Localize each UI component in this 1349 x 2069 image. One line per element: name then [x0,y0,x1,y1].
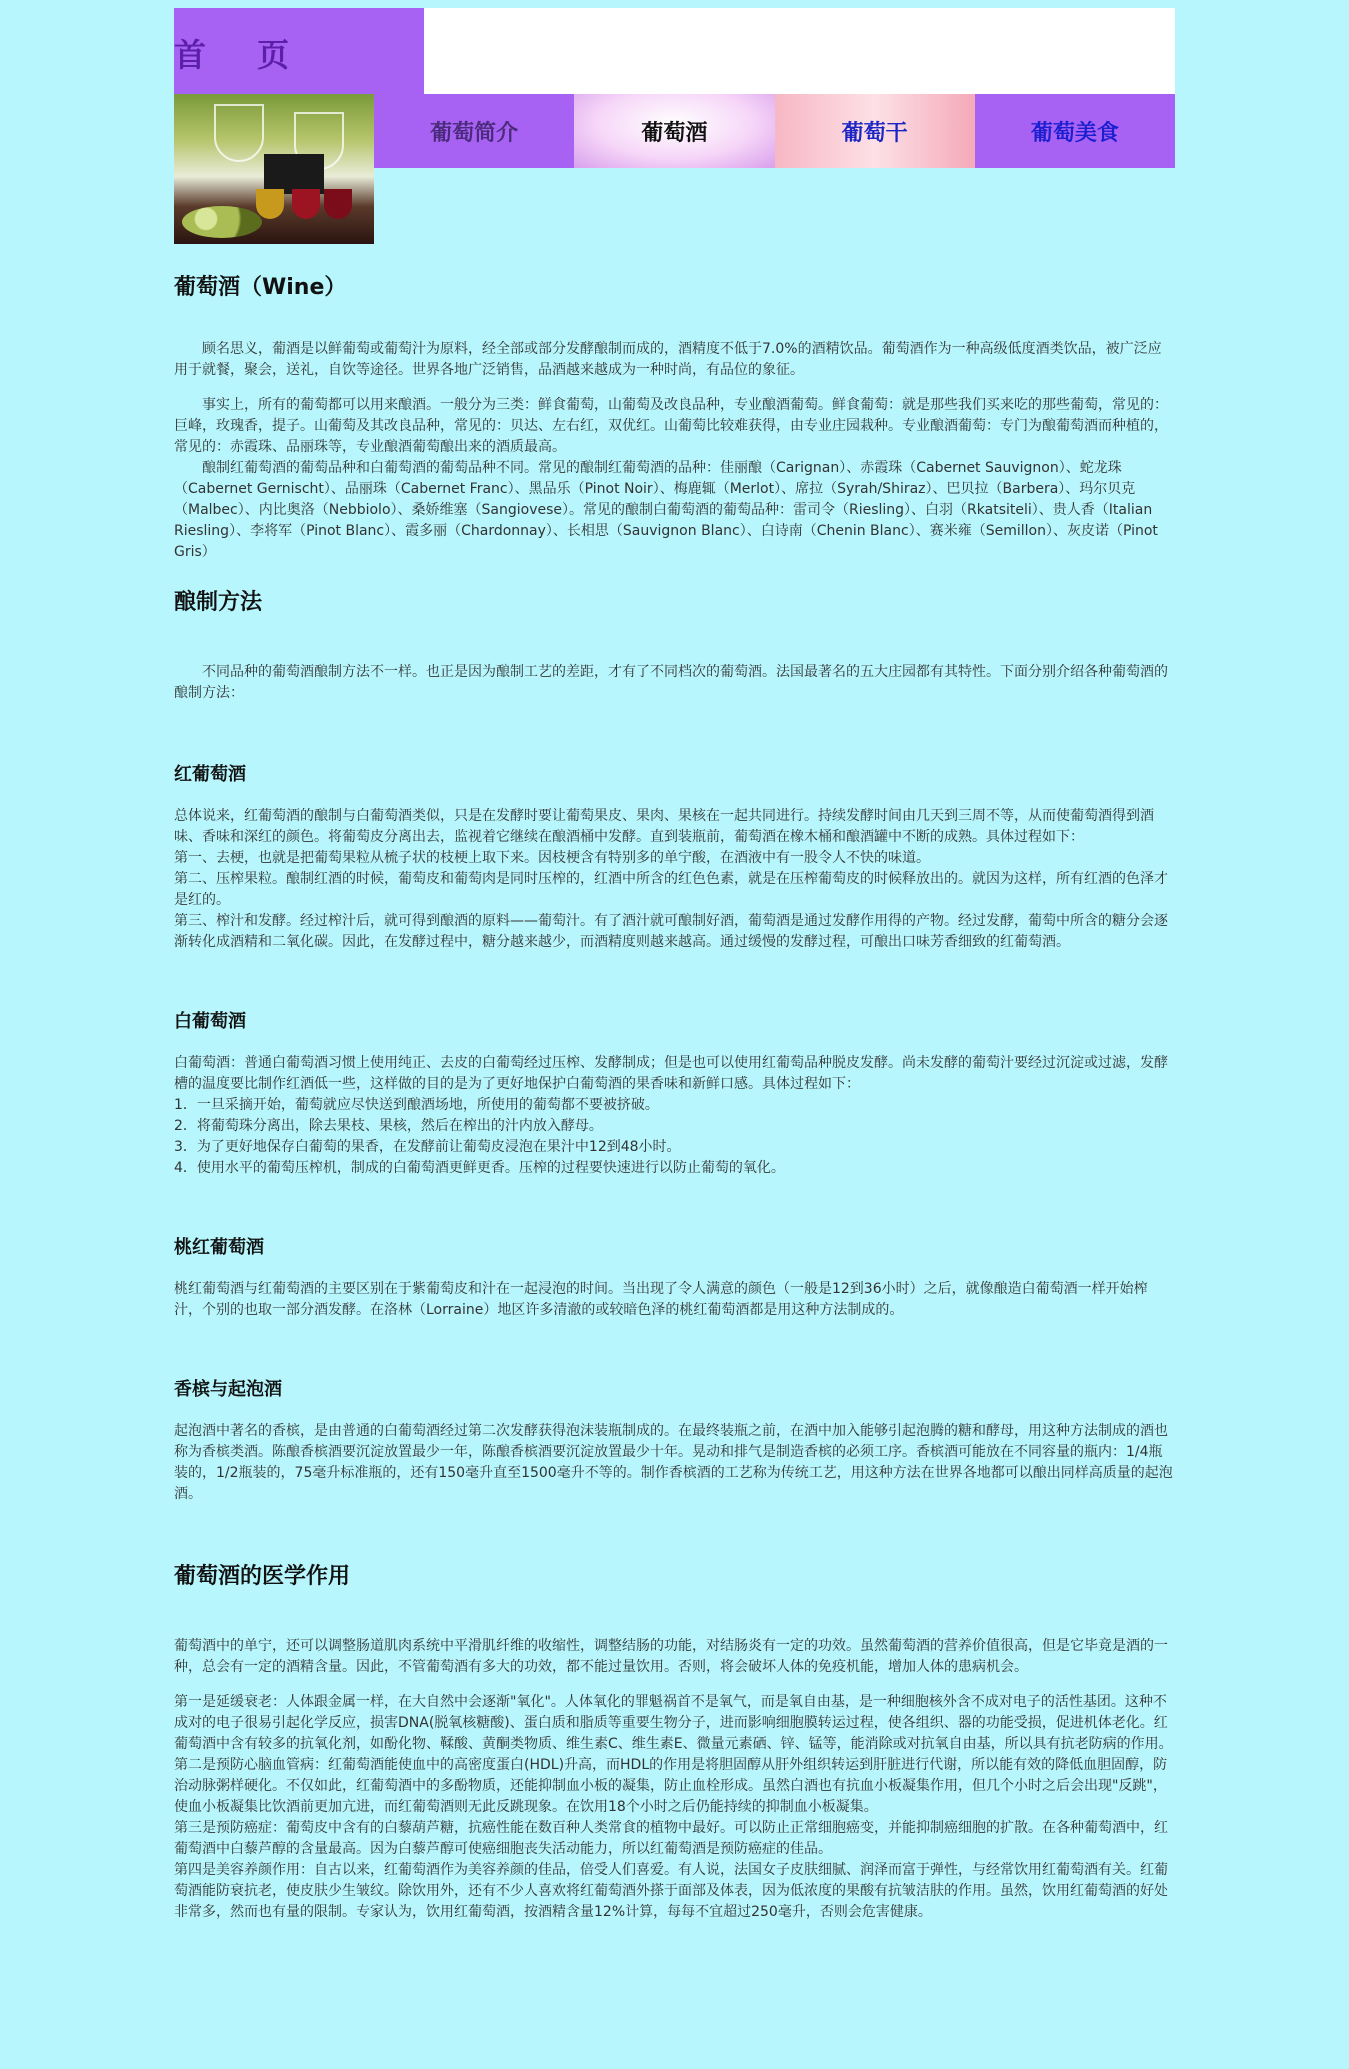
red-wine-glass-icon [292,189,320,219]
medical-intro: 葡萄酒中的单宁，还可以调整肠道肌肉系统中平滑肌纤维的收缩性，调整结肠的功能，对结肠炎有一定的功效。虽然葡萄酒的营养价值很高，但是它毕竟是酒的一种，总会有一定的酒精含量。因此，不管葡萄酒有多大的功效，都不能过量饮用。否则，将会破坏人体的免疫机能，增加人体的患病机会。 [174,1638,1168,1675]
wine-bottle-icon [264,154,324,194]
nav-raisin[interactable]: 葡萄干 [775,94,975,168]
wine-photo [174,94,374,244]
header-banner [424,8,1175,94]
white-wine-line: 3．为了更好地保存白葡萄的果香，在发酵前让葡萄皮浸泡在果汁中12到48小时。 [174,1139,681,1155]
medical-line: 第四是美容养颜作用：自古以来，红葡萄酒作为美容养颜的佳品，倍受人们喜爱。有人说，法国女子皮肤细腻、润泽而富于弹性，与经常饮用红葡萄酒有关。红葡萄酒能防衰抗老，使皮肤少生皱纹。除饮用外，还有不少人喜欢将红葡萄酒外搽于面部及体表，因为低浓度的果酸有抗皱洁肤的作用。虽然，饮用红葡萄酒的好处非常多，然而也有量的限制。专家认为，饮用红葡萄酒，按酒精含量12%计算，每每不宜超过250毫升，否则会危害健康。 [174,1862,1168,1920]
home-label: 首 页 [174,36,310,74]
nav-grape-food[interactable]: 葡萄美食 [975,94,1175,168]
intro-paragraph: 顾名思义，葡酒是以鲜葡萄或葡萄汁为原料，经全部或部分发酵酿制而成的，酒精度不低于7.0%的酒精饮品。葡萄酒作为一种高级低度酒类饮品，被广泛应用于就餐，聚会，送礼，自饮等途径。世界各地广泛销售，品酒越来越成为一种时尚，有品位的象征。 [174,341,1162,378]
grapes-icon [182,206,262,238]
rose-wine-text: 桃红葡萄酒与红葡萄酒的主要区别在于紫葡萄皮和汁在一起浸泡的时间。当出现了令人满意的颜色（一般是12到36小时）之后，就像酿造白葡萄酒一样开始榨汁，个别的也取一部分酒发酵。在洛林（Lorraine）地区许多清澈的或较暗色泽的桃红葡萄酒都是用这种方法制成的。 [174,1281,1148,1318]
red-wine-title: 红葡萄酒 [174,764,246,785]
red-wine-line: 第三、榨汁和发酵。经过榨汁后，就可得到酿酒的原料——葡萄汁。有了酒汁就可酿制好酒，葡萄酒是通过发酵作用得的产物。经过发酵，葡萄中所含的糖分会逐渐转化成酒精和二氧化碳。因此，在发酵过程中，糖分越来越少，而酒精度则越来越高。通过缓慢的发酵过程，可酿出口味芳香细致的红葡萄酒。 [174,913,1168,950]
intro-paragraph: 事实上，所有的葡萄都可以用来酿酒。一般分为三类：鲜食葡萄，山葡萄及改良品种，专业酿酒葡萄。鲜食葡萄：就是那些我们买来吃的那些葡萄，常见的：巨峰，玫瑰香，提子。山葡萄及其改良品种，常见的：贝达、左右红，双优红。山葡萄比较难获得，由专业庄园栽种。专业酿酒葡萄：专门为酿葡萄酒而种植的，常见的：赤霞珠、品丽珠等，专业酿酒葡萄酿出来的酒质最高。 [174,397,1168,455]
red-wine-line: 第二、压榨果粒。酿制红酒的时候，葡萄皮和葡萄肉是同时压榨的，红酒中所含的红色色素，就是在压榨葡萄皮的时候释放出的。就因为这样，所有红酒的色泽才是红的。 [174,871,1168,908]
nav-grape-intro[interactable]: 葡萄简介 [374,94,574,168]
red-wine-line: 总体说来，红葡萄酒的酿制与白葡萄酒类似，只是在发酵时要让葡萄果皮、果肉、果核在一起共同进行。持续发酵时间由几天到三周不等，从而使葡萄酒得到酒味、香味和深红的颜色。将葡萄皮分离出去，监视着它继续在酿酒桶中发酵。直到装瓶前，葡萄酒在橡木桶和酿酒罐中不断的成熟。具体过程如下： [174,808,1154,845]
method-intro: 不同品种的葡萄酒酿制方法不一样。也正是因为酿制工艺的差距，才有了不同档次的葡萄酒。法国最著名的五大庄园都有其特性。下面分别介绍各种葡萄酒的酿制方法： [174,664,1168,701]
wine-glass-icon [214,104,264,162]
main-content [174,270,1175,1923]
rose-wine-title: 桃红葡萄酒 [174,1237,264,1258]
white-wine-glass-icon [256,189,284,219]
medical-line: 第二是预防心脑血管病：红葡萄酒能使血中的高密度蛋白(HDL)升高，而HDL的作用是将胆固醇从肝外组织转运到肝脏进行代谢，所以能有效的降低血胆固醇，防治动脉粥样硬化。不仅如此，红葡萄酒中的多酚物质，还能抑制血小板的凝集，防止血栓形成。虽然白酒也有抗血小板凝集作用，但几个小时之后会出现"反跳"，使血小板凝集比饮酒前更加亢进，而红葡萄酒则无此反跳现象。在饮用18个小时之后仍能持续的抑制血小板凝集。 [174,1757,1168,1815]
nav-wine[interactable]: 葡萄酒 [574,94,774,168]
method-title: 酿制方法 [174,590,263,615]
medical-line: 第一是延缓衰老：人体跟金属一样，在大自然中会逐渐"氧化"。人体氧化的罪魁祸首不是氧气，而是氧自由基，是一种细胞核外含不成对电子的活性基团。这种不成对的电子很易引起化学反应，损害DNA(脱氧核糖酸)、蛋白质和脂质等重要生物分子，进而影响细胞膜转运过程，使各组织、器的功能受损，促进机体老化。红葡萄酒中含有较多的抗氧化剂，如酚化物、鞣酸、黄酮类物质、维生素C、维生素E、微量元素硒、锌、锰等，能消除或对抗氧自由基，所以具有抗老防病的作用。 [174,1694,1173,1752]
white-wine-line: 2．将葡萄珠分离出，除去果枝、果核，然后在榨出的汁内放入酵母。 [174,1118,603,1134]
medical-line: 第三是预防癌症：葡萄皮中含有的白藜葫芦糖，抗癌性能在数百种人类常食的植物中最好。可以防止正常细胞癌变，并能抑制癌细胞的扩散。在各种葡萄酒中，红葡萄酒中白藜芦醇的含量最高。因为白藜芦醇可使癌细胞丧失活动能力，所以红葡萄酒是预防癌症的佳品。 [174,1820,1168,1857]
home-link[interactable] [174,8,424,94]
red-wine-line: 第一、去梗，也就是把葡萄果粒从梳子状的枝梗上取下来。因枝梗含有特别多的单宁酸，在酒液中有一股令人不快的味道。 [174,850,930,866]
champagne-text: 起泡酒中著名的香槟，是由普通的白葡萄酒经过第二次发酵获得泡沫装瓶制成的。在最终装瓶之前，在酒中加入能够引起泡腾的糖和酵母，用这种方法制成的酒也称为香槟类酒。陈酿香槟酒要沉淀放置最少一年，陈酿香槟酒要沉淀放置最少十年。晃动和排气是制造香槟的必须工序。香槟酒可能放在不同容量的瓶内：1/4瓶装的，1/2瓶装的，75毫升标准瓶的，还有150毫升直至1500毫升不等的。制作香槟酒的工艺称为传统工艺，用这种方法在世界各地都可以酿出同样高质量的起泡酒。 [174,1423,1173,1502]
main-nav [374,94,1175,168]
header [174,8,1175,164]
medical-title: 葡萄酒的医学作用 [174,1564,351,1589]
red-wine-glass-icon [324,189,352,219]
intro-paragraph: 酿制红葡萄酒的葡萄品种和白葡萄酒的葡萄品种不同。常见的酿制红葡萄酒的品种：佳丽酿（Carignan）、赤霞珠（Cabernet Sauvignon）、蛇龙珠（Cabernet Gernischt）、品丽珠（Cabernet Franc）、黑品乐（Pinot Noir）、梅鹿辄（Merlot）、席拉（Syrah/Shiraz）、巴贝拉（Barbera）、玛尔贝克（Malbec）、内比奥洛（Nebbiolo）、桑娇维塞（Sangiovese）。常见的酿制白葡萄酒的葡萄品种：雷司令（Riesling）、白羽（Rkatsiteli）、贵人香（Italian Riesling）、李将军（Pinot Blanc）、霞多丽（Chardonnay）、长相思（Sauvignon Blanc）、白诗南（Chenin Blanc）、赛米雍（Semillon）、灰皮诺（Pinot Gris） [174,460,1158,560]
white-wine-line: 4．使用水平的葡萄压榨机，制成的白葡萄酒更鲜更香。压榨的过程要快速进行以防止葡萄的氧化。 [174,1160,785,1176]
white-wine-title: 白葡萄酒 [174,1011,246,1032]
white-wine-line: 1．一旦采摘开始，葡萄就应尽快送到酿酒场地，所使用的葡萄都不要被挤破。 [174,1097,659,1113]
wine-title: 葡萄酒（Wine） [174,275,347,300]
champagne-title: 香槟与起泡酒 [174,1379,282,1400]
white-wine-line: 白葡萄酒：普通白葡萄酒习惯上使用纯正、去皮的白葡萄经过压榨、发酵制成；但是也可以使用红葡萄品种脱皮发酵。尚未发酵的葡萄汁要经过沉淀或过滤，发酵槽的温度要比制作红酒低一些，这样做的目的是为了更好地保护白葡萄酒的果香味和新鲜口感。具体过程如下： [174,1055,1168,1092]
page [174,8,1175,1923]
